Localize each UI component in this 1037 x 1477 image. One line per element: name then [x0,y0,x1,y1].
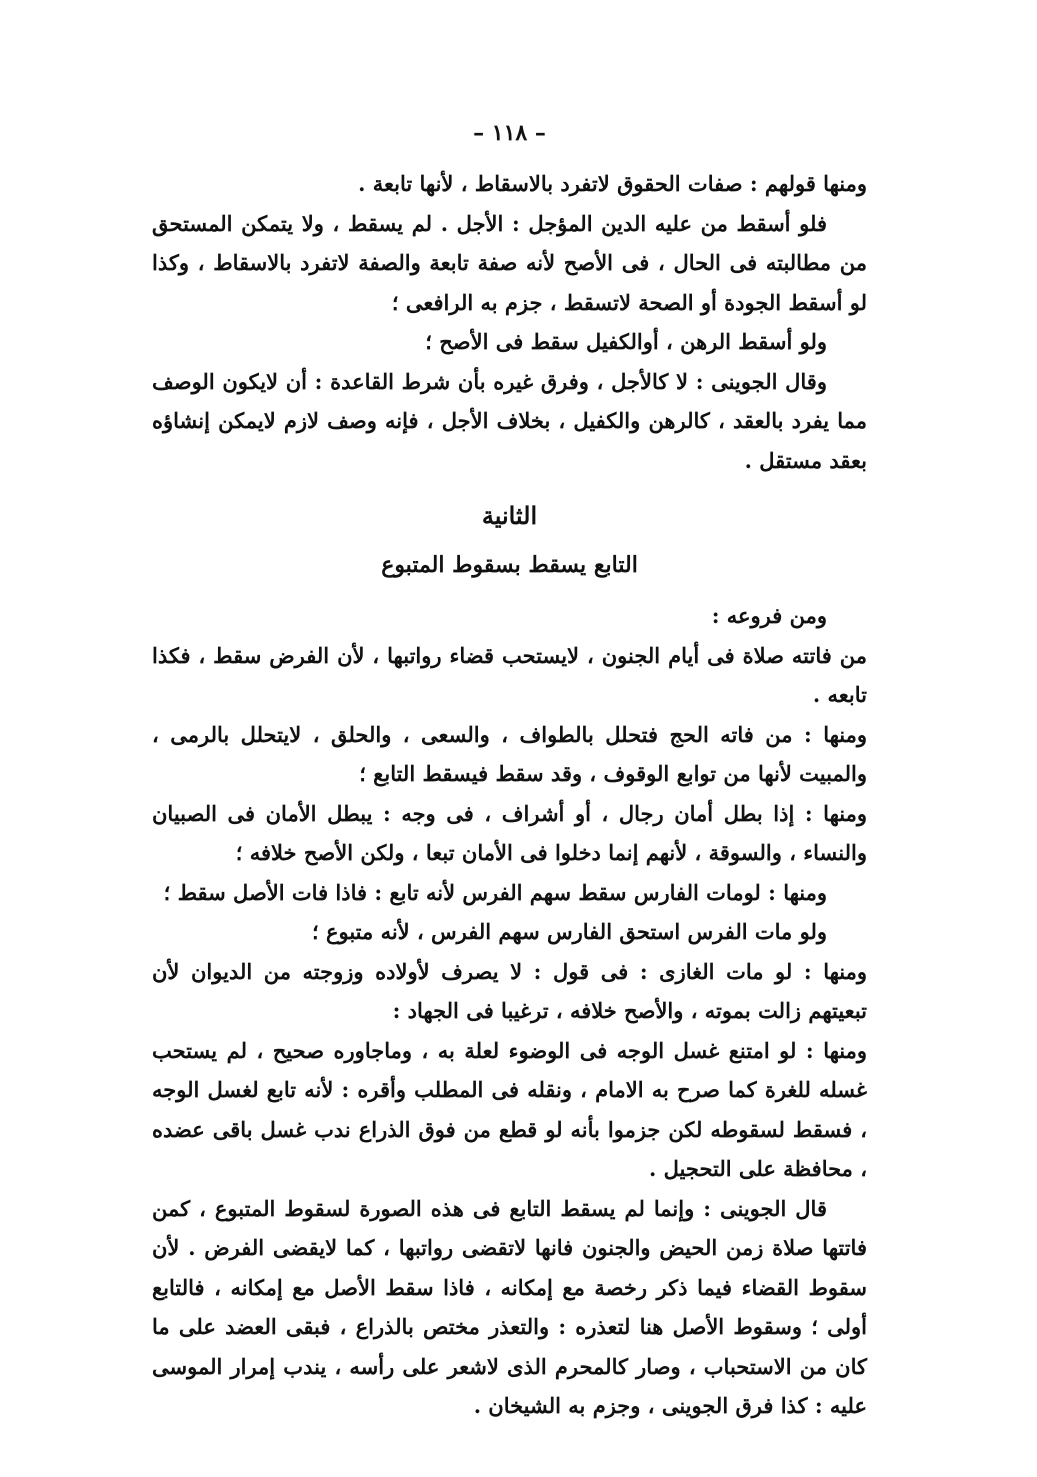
paragraph-4: وقال الجوينى : لا كالأجل ، وفرق غيره بأن شرط القاعدة : أن لايكون الوصف مما يفرد بالعقد ، كالرهن والكفيل ، بخلاف الأجل ، فإنه وصف لازم لايمكن إنشاؤه بعقد مستقل . [152,368,867,473]
page-number: – ١١٨ – [473,120,546,146]
paragraph-11: ومنها : لو مات الغازى : فى قول : لا يصرف لأولاده وزوجته من الديوان لأن تبعيتهم زالت بموته ، والأصح خلافه ، ترغيبا فى الجهاد : [152,958,867,1023]
paragraph-12: ومنها : لو امتنع غسل الوجه فى الوضوء لعلة به ، وماجاوره صحيح ، لم يستحب غسله للغرة كما صرح به الامام ، ونقله فى المطلب وأقره : لأنه تابع لغسل الوجه ، فسقط لسقوطه لكن جزموا بأنه لو قطع من فوق الذراع ندب غسل باقى عضده ، محافظة على التحجيل . [152,1037,867,1181]
paragraph-5: ومن فروعه : [711,603,827,628]
section-subheading: التابع يسقط بسقوط المتبوع [381,552,638,578]
paragraph-7: ومنها : من فاته الحج فتحلل بالطواف ، والسعى ، والحلق ، لايتحلل بالرمى ، والمبيت لأنها من توابع الوقوف ، وقد سقط فيسقط التابع ؛ [152,721,867,786]
paragraph-1: ومنها قولهم : صفات الحقوق لاتفرد بالاسقاط ، لأنها تابعة . [358,171,867,196]
paragraph-13: قال الجوينى : وإنما لم يسقط التابع فى هذه الصورة لسقوط المتبوع ، كمن فاتتها صلاة زمن الحيض والجنون فانها لاتقضى رواتبها ، كما لايقضى الفرض . لأن سقوط القضاء فيما ذكر رخصة مع إمكانه ، فاذا سقط الأصل مع إمكانه ، فالتابع أولى ؛ وسقوط الأصل هنا لتعذره : والتعذر مختص بالذراع ، فبقى العضد على ما كان من الاستحباب ، وصار كالمحرم الذى لاشعر على رأسه ، يندب إمرار الموسى عليه : كذا فرق الجوينى ، وجزم به الشيخان . [152,1195,867,1418]
paragraph-10: ولو مات الفرس استحق الفارس سهم الفرس ، لأنه متبوع ؛ [311,919,827,944]
paragraph-9: ومنها : لومات الفارس سقط سهم الفرس لأنه تابع : فاذا فات الأصل سقط ؛ [163,879,827,905]
paragraph-8: ومنها : إذا بطل أمان رجال ، أو أشراف ، فى وجه : يبطل الأمان فى الصبيان والنساء ، والسوقة ، لأنهم إنما دخلوا فى الأمان تبعا ، ولكن الأصح خلافه ؛ [152,800,867,865]
paragraph-3: ولو أسقط الرهن ، أوالكفيل سقط فى الأصح ؛ [425,329,827,354]
paragraph-6: من فاتته صلاة فى أيام الجنون ، لايستحب قضاء رواتبها ، لأن الفرض سقط ، فكذا تابعه . [152,642,867,707]
paragraph-2: فلو أسقط من عليه الدين المؤجل : الأجل . لم يسقط ، ولا يتمكن المستحق من مطالبته فى الحال ، فى الأصح لأنه صفة تابعة والصفة لاتفرد بالاسقاط ، وكذا لو أسقط الجودة أو الصحة لاتسقط ، جزم به الرافعى ؛ [152,210,867,315]
section-heading: الثانية [481,501,538,530]
